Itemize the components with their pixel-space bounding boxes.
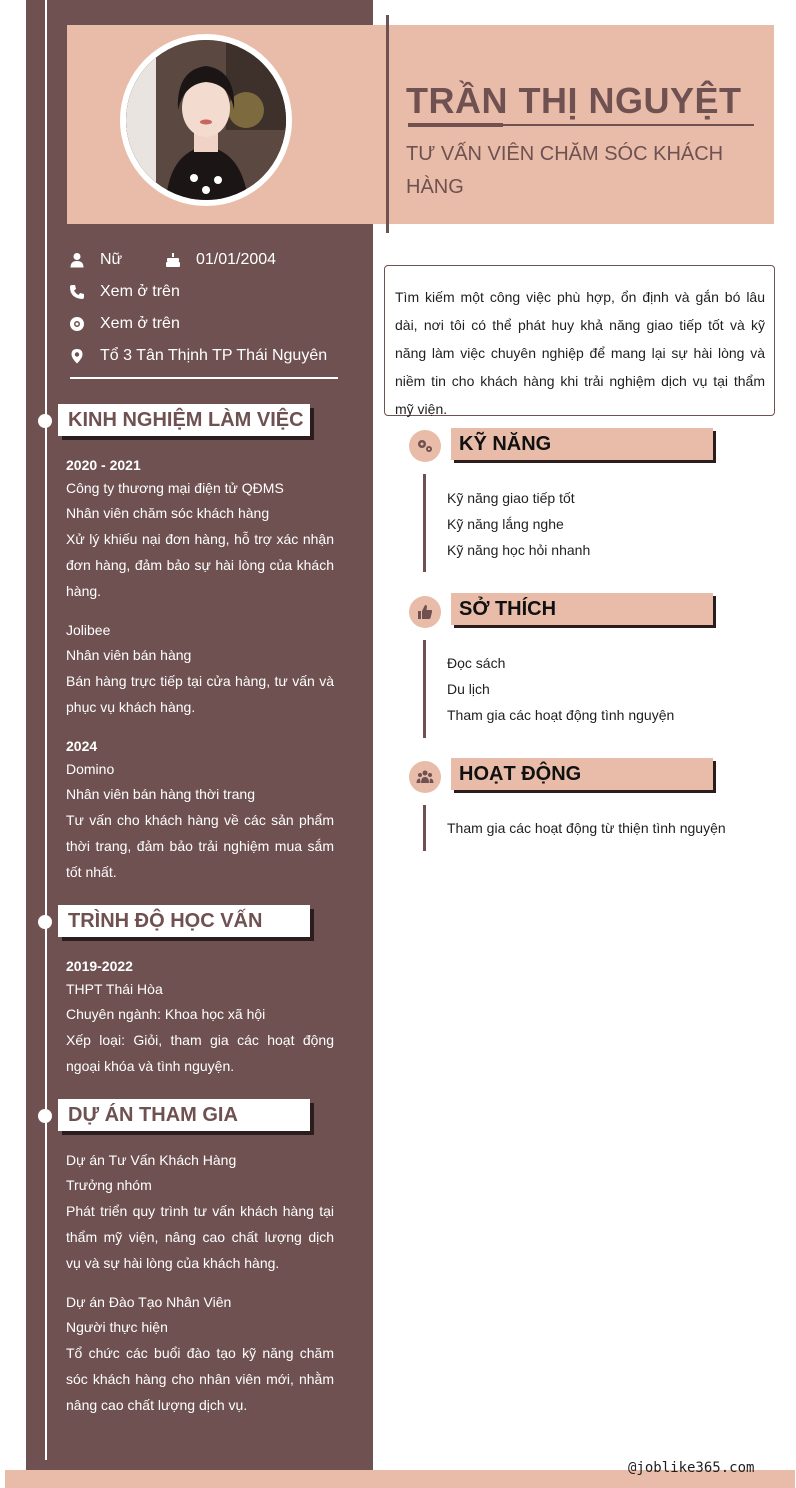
- edu-school: THPT Thái Hòa: [66, 981, 163, 997]
- exp-2-position: Nhân viên bán hàng: [66, 647, 192, 663]
- exp-2-description: Bán hàng trực tiếp tại cửa hàng, tư vấn và phục vụ khách hàng.: [66, 673, 334, 715]
- activity-item: Tham gia các hoạt động từ thiện tình nguyện: [447, 820, 726, 836]
- profile-photo: [126, 40, 286, 200]
- hobby-item: Tham gia các hoạt động tình nguyện: [447, 707, 675, 723]
- exp-1-company: Công ty thương mại điện tử QĐMS: [66, 480, 284, 496]
- info-address: [68, 344, 327, 368]
- proj-2-name: Dự án Đào Tạo Nhân Viên: [66, 1294, 232, 1310]
- exp-3-period: 2024: [66, 738, 98, 754]
- skills-bar: [423, 474, 426, 572]
- cake-icon: [164, 251, 182, 269]
- info-gender: [68, 248, 122, 272]
- career-objective: Tìm kiếm một công việc phù hợp, ổn định và gắn bó lâu dài, nơi tôi có thể phát huy khả năng giao tiếp tốt và kỹ năng làm việc chuyên nghiệp để mang lại sự hài lòng và niềm tin cho khách hàng khi trải nghiệm dịch vụ tại thẩm mỹ viện.: [384, 265, 775, 416]
- edu-major: Chuyên ngành: Khoa học xã hội: [66, 1006, 266, 1022]
- name-underline-accent: [408, 123, 503, 127]
- skill-item: Kỹ năng giao tiếp tốt: [447, 490, 575, 506]
- exp-1-period: 2020 - 2021: [66, 457, 141, 473]
- activities-icon-badge: [409, 761, 441, 793]
- user-icon: [68, 251, 86, 269]
- header-divider: [386, 15, 389, 233]
- activities-heading: HOẠT ĐỘNG: [451, 758, 713, 790]
- proj-1-name: Dự án Tư Vấn Khách Hàng: [66, 1152, 237, 1168]
- candidate-name: TRẦN THỊ NGUYỆT: [406, 80, 742, 121]
- proj-1-description: Phát triển quy trình tư vấn khách hàng tại thẩm mỹ viện, nâng cao chất lượng dịch vụ và sự hài lòng của khách hàng.: [66, 1203, 334, 1271]
- phone-icon: [68, 283, 86, 301]
- skills-heading: KỸ NĂNG: [451, 428, 713, 460]
- skill-item: Kỹ năng học hỏi nhanh: [447, 542, 591, 558]
- job-title: TƯ VẤN VIÊN CHĂM SÓC KHÁCH HÀNG: [406, 143, 724, 198]
- exp-3-position: Nhân viên bán hàng thời trang: [66, 786, 255, 802]
- hobbies-heading: SỞ THÍCH: [451, 593, 713, 625]
- timeline-dot: [38, 915, 52, 929]
- info-phone: [68, 280, 180, 304]
- exp-3-company: Domino: [66, 761, 115, 777]
- edu-description: Xếp loại: Giỏi, tham gia các hoạt động ngoại khóa và tình nguyện.: [66, 1032, 334, 1074]
- info-divider: [70, 377, 338, 379]
- proj-2-description: Tổ chức các buổi đào tạo kỹ năng chăm sóc khách hàng cho nhân viên mới, nhằm nâng cao chất lượng dịch vụ.: [66, 1345, 334, 1413]
- avatar: [120, 34, 292, 206]
- proj-2-role: Người thực hiện: [66, 1319, 168, 1335]
- watermark: @joblike365.com: [628, 1460, 755, 1476]
- birthday-value: 01/01/2004: [196, 251, 277, 268]
- timeline-line: [45, 0, 47, 1460]
- timeline-dot: [38, 414, 52, 428]
- skill-item: Kỹ năng lắng nghe: [447, 516, 564, 532]
- hobbies-bar: [423, 640, 426, 738]
- exp-3-description: Tư vấn cho khách hàng về các sản phẩm thời trang, đảm bảo trải nghiệm mua sắm tốt nhất.: [66, 812, 334, 880]
- address-value: Tổ 3 Tân Thịnh TP Thái Nguyên: [100, 347, 328, 364]
- proj-1-role: Trưởng nhóm: [66, 1177, 152, 1193]
- exp-2-company: Jolibee: [66, 622, 111, 638]
- hobby-item: Du lịch: [447, 681, 490, 697]
- email-value: Xem ở trên: [100, 315, 180, 332]
- edu-period: 2019-2022: [66, 958, 133, 974]
- thumbs-up-icon: [416, 603, 434, 621]
- hobby-item: Đọc sách: [447, 655, 506, 671]
- phone-value: Xem ở trên: [100, 283, 180, 300]
- exp-1-description: Xử lý khiếu nại đơn hàng, hỗ trợ xác nhận đơn hàng, đảm bảo sự hài lòng của khách hàng.: [66, 531, 334, 599]
- location-pin-icon: [68, 347, 86, 365]
- exp-1-position: Nhân viên chăm sóc khách hàng: [66, 505, 270, 521]
- profile-photo-illustration: [126, 40, 286, 200]
- gender-value: Nữ: [100, 251, 123, 268]
- activities-bar: [423, 805, 426, 851]
- experience-heading: KINH NGHIỆM LÀM VIỆC: [58, 404, 310, 436]
- education-heading: TRÌNH ĐỘ HỌC VẤN: [58, 905, 310, 937]
- group-icon: [416, 768, 434, 786]
- info-birthday: [164, 248, 276, 272]
- projects-heading: DỰ ÁN THAM GIA: [58, 1099, 310, 1131]
- hobbies-icon-badge: [409, 596, 441, 628]
- skills-icon-badge: [409, 430, 441, 462]
- at-icon: [68, 315, 86, 333]
- info-email: [68, 312, 180, 336]
- gears-icon: [416, 437, 434, 455]
- timeline-dot: [38, 1109, 52, 1123]
